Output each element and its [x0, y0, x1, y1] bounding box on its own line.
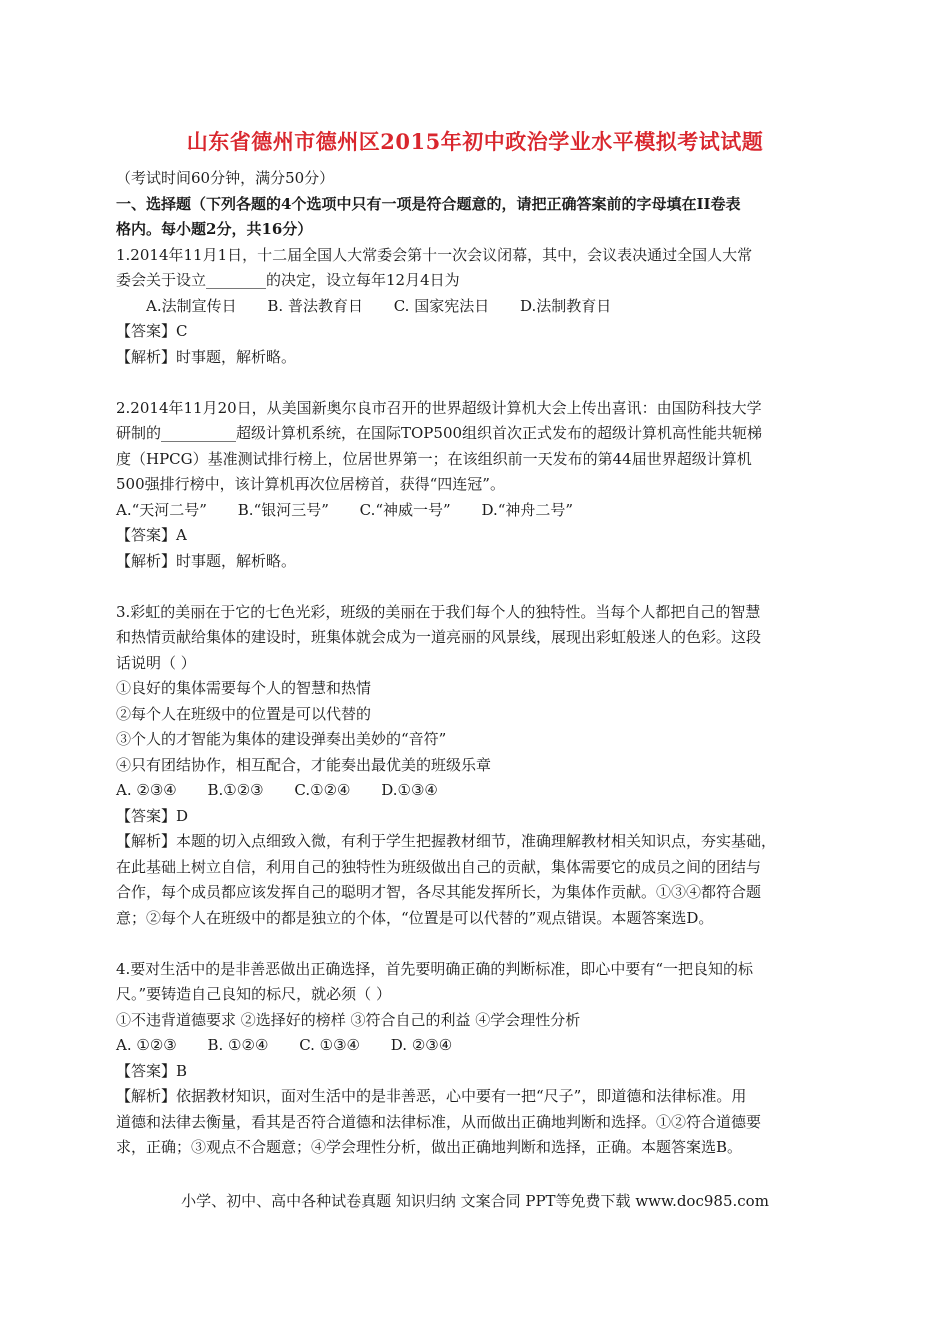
option-d: D.“神舟二号” [481, 500, 574, 519]
question-3-analysis-cont: 在此基础上树立自信，利用自己的独特性为班级做出自己的贡献，集体需要它的成员之间的团结与 [116, 857, 762, 876]
question-3-analysis: 【解析】本题的切入点细致入微，有利于学生把握教材细节，准确理解教材相关知识点，夯实基础， [116, 832, 777, 850]
option-b: B. ①②④ [207, 1036, 269, 1054]
question-4-text-cont: 尺。”要铸造自己良知的标尺，就必须（ ） [116, 985, 391, 1003]
section-heading: 一、选择题（下列各题的4个选项中只有一项是符合题意的，请把正确答案前的字母填在II卷表 [116, 194, 741, 213]
option-c: C. ①③④ [299, 1036, 361, 1054]
question-3-item: ②每个人在班级中的位置是可以代替的 [116, 704, 372, 723]
option-d: D.法制教育日 [520, 296, 612, 315]
option-c: C.“神威一号” [359, 500, 451, 519]
question-2-text-cont: 500强排行榜中，该计算机再次位居榜首，获得“四连冠”。 [116, 475, 505, 493]
option-b: B.“银河三号” [237, 500, 329, 519]
option-a: A. ②③④ [116, 781, 177, 799]
exam-info: （考试时间60分钟，满分50分） [116, 169, 335, 187]
question-4-options [116, 1033, 846, 1059]
question-2-text-cont: 度（HPCG）基准测试排行榜上，位居世界第一；在该组织前一天发布的第44届世界超级计算机 [116, 449, 752, 468]
option-a: A. ①②③ [116, 1036, 177, 1054]
option-a: A.法制宣传日 [146, 296, 237, 315]
question-1-options [116, 294, 846, 320]
question-3-text-cont: 话说明（ ） [116, 653, 196, 672]
question-2-text-cont: 研制的__________超级计算机系统，在国际TOP500组织首次正式发布的超级计算机高性能共轭梯 [116, 424, 763, 442]
question-4-analysis-cont: 求，正确；③观点不合题意；④学会理性分析，做出正确地判断和选择，正确。本题答案选B。 [116, 1138, 743, 1156]
page-title: 山东省德州市德州区2015年初中政治学业水平模拟考试试题 [186, 129, 764, 154]
question-3-options [116, 778, 846, 804]
option-d: D. ②③④ [390, 1036, 453, 1054]
question-2-text: 2.2014年11月20日，从美国新奥尔良市召开的世界超级计算机大会上传出喜讯：由国防科技大学 [116, 398, 762, 417]
question-1-answer: 【答案】C [116, 322, 188, 340]
question-3-analysis-cont: 意；②每个人在班级中的都是独立的个体，“位置是可以代替的”观点错误。本题答案选D。 [116, 908, 714, 927]
question-4-analysis: 【解析】依据教材知识，面对生活中的是非善恶，心中要有一把“尺子”，即道德和法律标准。用 [116, 1087, 747, 1105]
option-d: D.①③④ [381, 781, 438, 799]
question-3-text-cont: 和热情贡献给集体的建设时，班集体就会成为一道亮丽的风景线，展现出彩虹般迷人的色彩。这段 [116, 628, 762, 646]
question-1-text-cont: 委会关于设立________的决定，设立每年12月4日为 [116, 271, 460, 289]
option-b: B. 普法教育日 [267, 296, 363, 315]
question-3-item: ①良好的集体需要每个人的智慧和热情 [116, 679, 372, 697]
document-body [116, 166, 846, 1161]
question-4-items: ①不违背道德要求 ②选择好的榜样 ③符合自己的利益 ④学会理性分析 [116, 1010, 581, 1029]
question-2-analysis: 【解析】时事题，解析略。 [116, 551, 297, 570]
question-1-analysis: 【解析】时事题，解析略。 [116, 347, 297, 366]
section-heading-cont: 格内。每小题2分，共16分） [116, 220, 313, 238]
option-c: C.①②④ [294, 781, 351, 799]
page-footer: 小学、初中、高中各种试卷真题 知识归纳 文案合同 PPT等免费下载 www.doc985.com [181, 1192, 769, 1210]
option-a: A.“天河二号” [116, 500, 207, 519]
question-4-answer: 【答案】B [116, 1061, 188, 1080]
question-3-item: ③个人的才智能为集体的建设弹奏出美妙的“音符” [116, 730, 447, 748]
option-c: C. 国家宪法日 [393, 296, 490, 315]
question-3-analysis-cont: 合作，每个成员都应该发挥自己的聪明才智，各尽其能发挥所长，为集体作贡献。①③④都符合题 [116, 883, 762, 901]
question-4-text: 4.要对生活中的是非善恶做出正确选择，首先要明确正确的判断标准，即心中要有“一把良知的标 [116, 959, 753, 978]
question-3-text: 3.彩虹的美丽在于它的七色光彩，班级的美丽在于我们每个人的独特性。当每个人都把自己的智慧 [116, 602, 761, 621]
question-3-answer: 【答案】D [116, 806, 189, 825]
question-1-text: 1.2014年11月1日，十二届全国人大常委会第十一次会议闭幕，其中，会议表决通过全国人大常 [116, 245, 753, 264]
option-b: B.①②③ [207, 781, 264, 799]
question-2-options [116, 498, 846, 524]
question-3-item: ④只有团结协作，相互配合，才能奏出最优美的班级乐章 [116, 755, 492, 774]
question-2-answer: 【答案】A [116, 526, 187, 544]
question-4-analysis-cont: 道德和法律去衡量，看其是否符合道德和法律标准，从而做出正确地判断和选择。①②符合道德要 [116, 1112, 762, 1131]
